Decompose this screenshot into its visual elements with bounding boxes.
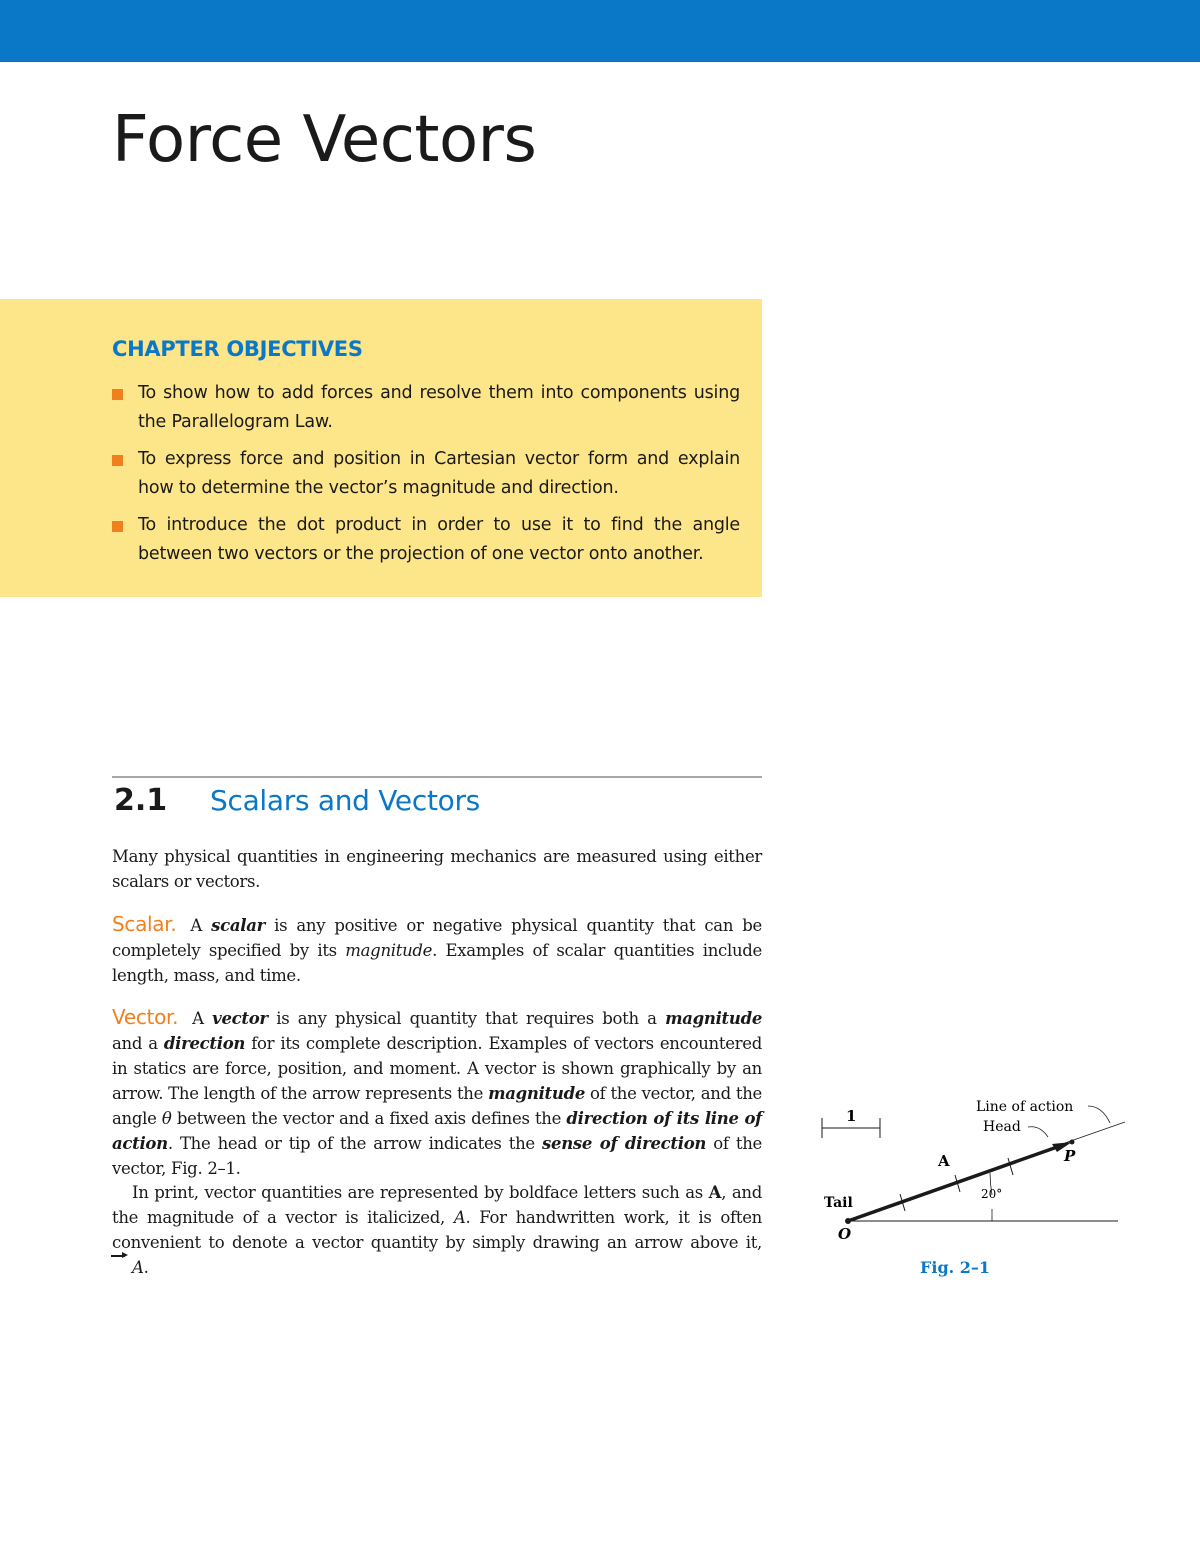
segment-tick	[1008, 1158, 1013, 1175]
emphasized-term: direction of its line of action	[112, 1109, 762, 1153]
section-intro: Many physical quantities in engineering mechanics are measured using either scalars or vectors.	[112, 847, 762, 891]
objective-text: To show how to add forces and resolve them into components using the Parallelogram Law.	[138, 383, 740, 432]
section-title: Scalars and Vectors	[210, 784, 480, 817]
point-p-label: P	[1064, 1147, 1076, 1165]
objectives-list	[112, 379, 740, 577]
paragraph-text: between the vector and a fixed axis defines the	[171, 1109, 567, 1128]
objective-text: To express force and position in Cartesian vector form and explain how to determine the vector’s magnitude and direction.	[138, 449, 740, 498]
paragraph-text: of the vector, and the angle	[112, 1084, 762, 1128]
paragraph-text: and a	[112, 1034, 164, 1053]
paragraph-text: A	[192, 1009, 213, 1028]
scalar-paragraph	[112, 912, 762, 988]
section-number: 2.1	[114, 783, 168, 818]
section-divider	[112, 776, 762, 778]
vector-paragraph	[112, 1005, 762, 1181]
emphasized-term: magnitude	[345, 941, 433, 960]
emphasized-term: scalar	[211, 916, 266, 935]
theta-symbol: θ	[161, 1109, 172, 1128]
paragraph-text: . For handwritten work, it is often convenient to denote a vector quantity by simply drawing an arrow above it,	[112, 1208, 762, 1252]
paragraph-text: is any positive or negative physical quantity that can be completely specified by its	[112, 916, 762, 960]
objectives-heading: CHAPTER OBJECTIVES	[112, 337, 363, 361]
emphasized-term: vector	[212, 1009, 268, 1028]
line-of-action-extension	[1065, 1122, 1125, 1143]
square-bullet-icon	[112, 389, 123, 400]
scale-label: 1	[846, 1107, 857, 1125]
paragraph-text: of the vector, Fig. 2–1.	[112, 1134, 762, 1178]
paragraph-text: In print, vector quantities are represented by boldface letters such as	[132, 1183, 709, 1202]
paragraph-text: for its complete description. Examples of vectors encountered in statics are force, position, and moment. A vector is shown graphically by an arrow. The length of the arrow represents the	[112, 1034, 762, 1103]
objective-text: To introduce the dot product in order to use it to find the angle between two vectors or the projection of one vector onto another.	[138, 515, 740, 564]
head-point	[1070, 1140, 1075, 1145]
paragraph-text: .	[143, 1258, 149, 1277]
top-color-bar	[0, 0, 1200, 62]
emphasized-term: magnitude	[665, 1009, 763, 1028]
origin-label: O	[838, 1225, 852, 1243]
emphasized-term: sense of direction	[542, 1134, 707, 1153]
scalar-run-in-heading: Scalar.	[112, 912, 177, 936]
objective-item	[112, 379, 740, 437]
head-leader	[1028, 1127, 1048, 1137]
vector-label: A	[938, 1152, 950, 1170]
paragraph-text: . Examples of scalar quantities include length, mass, and time.	[112, 941, 762, 985]
square-bullet-icon	[112, 455, 123, 466]
paragraph-text: A	[190, 916, 212, 935]
emphasized-term: magnitude	[488, 1084, 586, 1103]
emphasized-term: direction	[163, 1034, 246, 1053]
chapter-title: Force Vectors	[112, 103, 537, 177]
objective-item	[112, 511, 740, 569]
line-of-action-leader	[1088, 1106, 1110, 1123]
print-notation-paragraph	[112, 1180, 762, 1280]
angle-label: 20°	[981, 1187, 1003, 1201]
paragraph-text: . The head or tip of the arrow indicates the	[167, 1134, 543, 1153]
objective-item	[112, 445, 740, 503]
vector-run-in-heading: Vector.	[112, 1005, 179, 1029]
line-of-action-label: Line of action	[976, 1099, 1074, 1115]
tail-label: Tail	[824, 1195, 853, 1211]
paragraph-text: is any physical quantity that requires both a	[267, 1009, 666, 1028]
italic-magnitude-symbol: A	[453, 1208, 466, 1227]
bold-vector-symbol: A	[708, 1183, 722, 1202]
head-label: Head	[983, 1119, 1021, 1135]
tail-point	[845, 1218, 851, 1224]
vector-arrow-shaft	[848, 1146, 1060, 1221]
figure-caption: Fig. 2–1	[920, 1258, 991, 1277]
square-bullet-icon	[112, 521, 123, 532]
paragraph-text: , and the magnitude of a vector is italicized,	[112, 1183, 762, 1227]
arrow-vector-symbol: A	[112, 1255, 144, 1280]
vector-diagram	[810, 1085, 1140, 1285]
